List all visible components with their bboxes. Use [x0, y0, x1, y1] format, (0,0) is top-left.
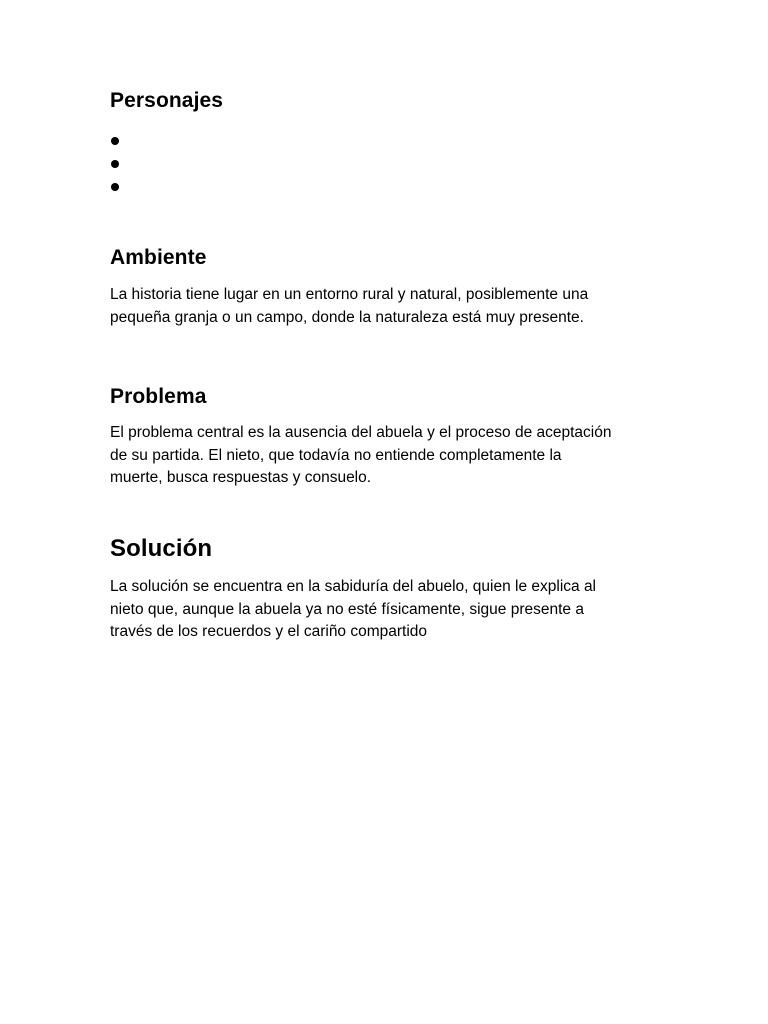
personajes-heading: Personajes: [110, 89, 224, 112]
paragraph-line: El problema central es la ausencia del abuela y el proceso de aceptación: [110, 424, 612, 441]
list-item: [110, 130, 130, 153]
bullet-icon: [111, 160, 119, 168]
paragraph-line: pequeña granja o un campo, donde la naturaleza está muy presente.: [110, 308, 584, 326]
paragraph-line: través de los recuerdos y el cariño compartido: [110, 623, 428, 640]
list-item: [110, 176, 130, 199]
paragraph-line: La historia tiene lugar en un entorno rural y natural, posiblemente una: [110, 286, 589, 303]
ambiente-heading: Ambiente: [110, 246, 207, 269]
paragraph-line: de su partida. El nieto, que todavía no entiende completamente la: [110, 446, 562, 464]
ambiente-paragraph: [110, 284, 650, 329]
paragraph-line: muerte, busca respuestas y consuelo.: [110, 469, 372, 486]
problema-heading: Problema: [110, 385, 207, 408]
bullet-icon: [111, 183, 119, 191]
list-item: [110, 153, 130, 176]
solucion-heading: Solución: [110, 535, 213, 562]
paragraph-line: La solución se encuentra en la sabiduría del abuelo, quien le explica al: [110, 578, 597, 595]
paragraph-line: nieto que, aunque la abuela ya no esté físicamente, sigue presente a: [110, 600, 584, 618]
personajes-list: [110, 130, 130, 199]
bullet-icon: [111, 137, 119, 145]
problema-paragraph: [110, 422, 650, 490]
solucion-paragraph: [110, 576, 650, 644]
